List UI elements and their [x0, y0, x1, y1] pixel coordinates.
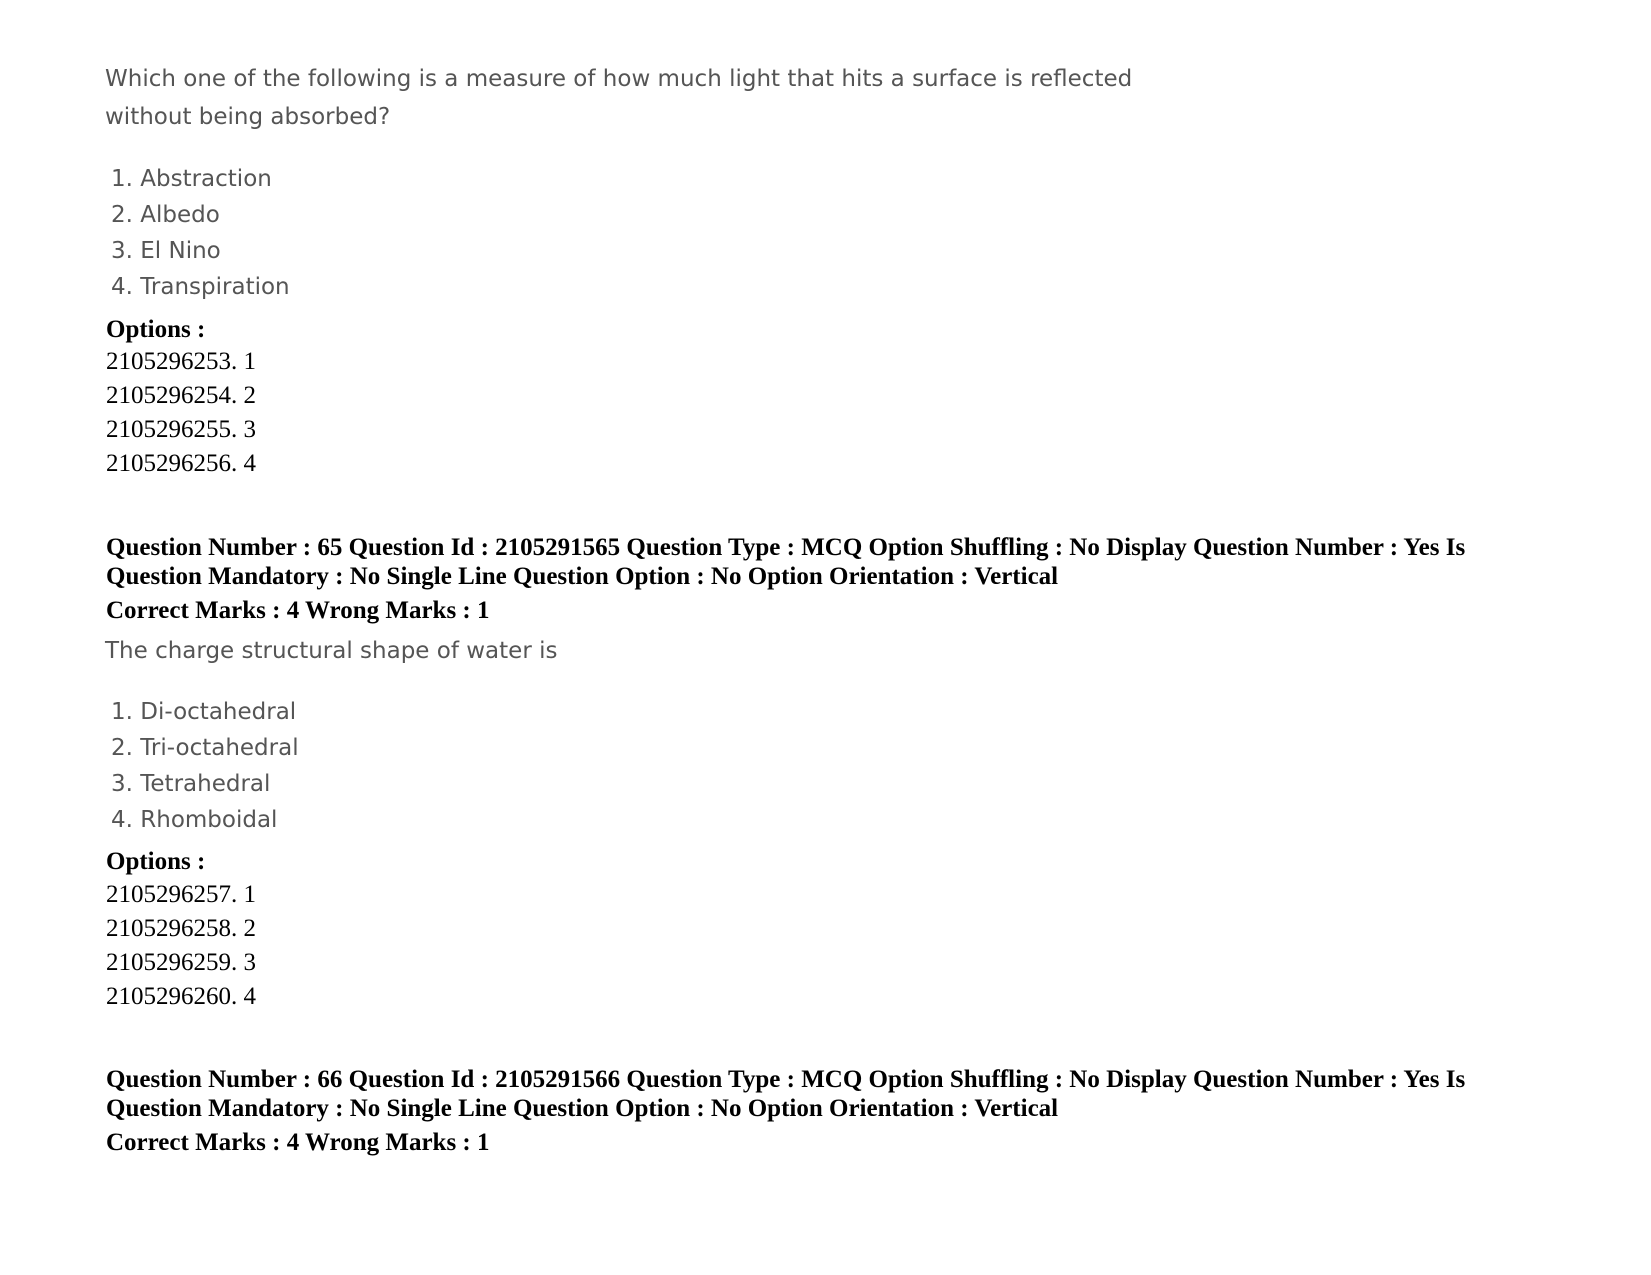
question-meta: Question Number : 65 Question Id : 2105291565 Question Type : MCQ Option Shuffling : No Display Question Number : Yes Is Question Mandatory : No Single Line Question Option : No Option Orientation : Vertical	[106, 534, 1466, 590]
option-id: 2105296256. 4	[106, 450, 256, 477]
option-id: 2105296258. 2	[106, 915, 256, 942]
options-label: Options :	[106, 316, 206, 343]
choice-item: 4. Transpiration	[111, 274, 290, 300]
option-id: 2105296253. 1	[106, 348, 256, 375]
question-text: The charge structural shape of water is	[105, 638, 558, 664]
choice-item: 3. El Nino	[111, 238, 221, 264]
choice-item: 1. Di-octahedral	[111, 699, 297, 725]
option-id: 2105296254. 2	[106, 382, 256, 409]
option-id: 2105296257. 1	[106, 881, 256, 908]
marks-line: Correct Marks : 4 Wrong Marks : 1	[106, 597, 490, 624]
option-id: 2105296255. 3	[106, 416, 256, 443]
choice-item: 3. Tetrahedral	[111, 771, 271, 797]
option-id: 2105296259. 3	[106, 949, 256, 976]
options-label: Options :	[106, 848, 206, 875]
choice-item: 2. Albedo	[111, 202, 220, 228]
choice-item: 2. Tri-octahedral	[111, 735, 299, 761]
marks-line: Correct Marks : 4 Wrong Marks : 1	[106, 1129, 490, 1156]
choice-item: 1. Abstraction	[111, 166, 272, 192]
choice-item: 4. Rhomboidal	[111, 807, 278, 833]
question-meta: Question Number : 66 Question Id : 2105291566 Question Type : MCQ Option Shuffling : No Display Question Number : Yes Is Question Mandatory : No Single Line Question Option : No Option Orientation : Vertical	[106, 1066, 1466, 1122]
question-text: Which one of the following is a measure of how much light that hits a surface is reflected without being absorbed?	[105, 66, 1133, 130]
option-id: 2105296260. 4	[106, 983, 256, 1010]
